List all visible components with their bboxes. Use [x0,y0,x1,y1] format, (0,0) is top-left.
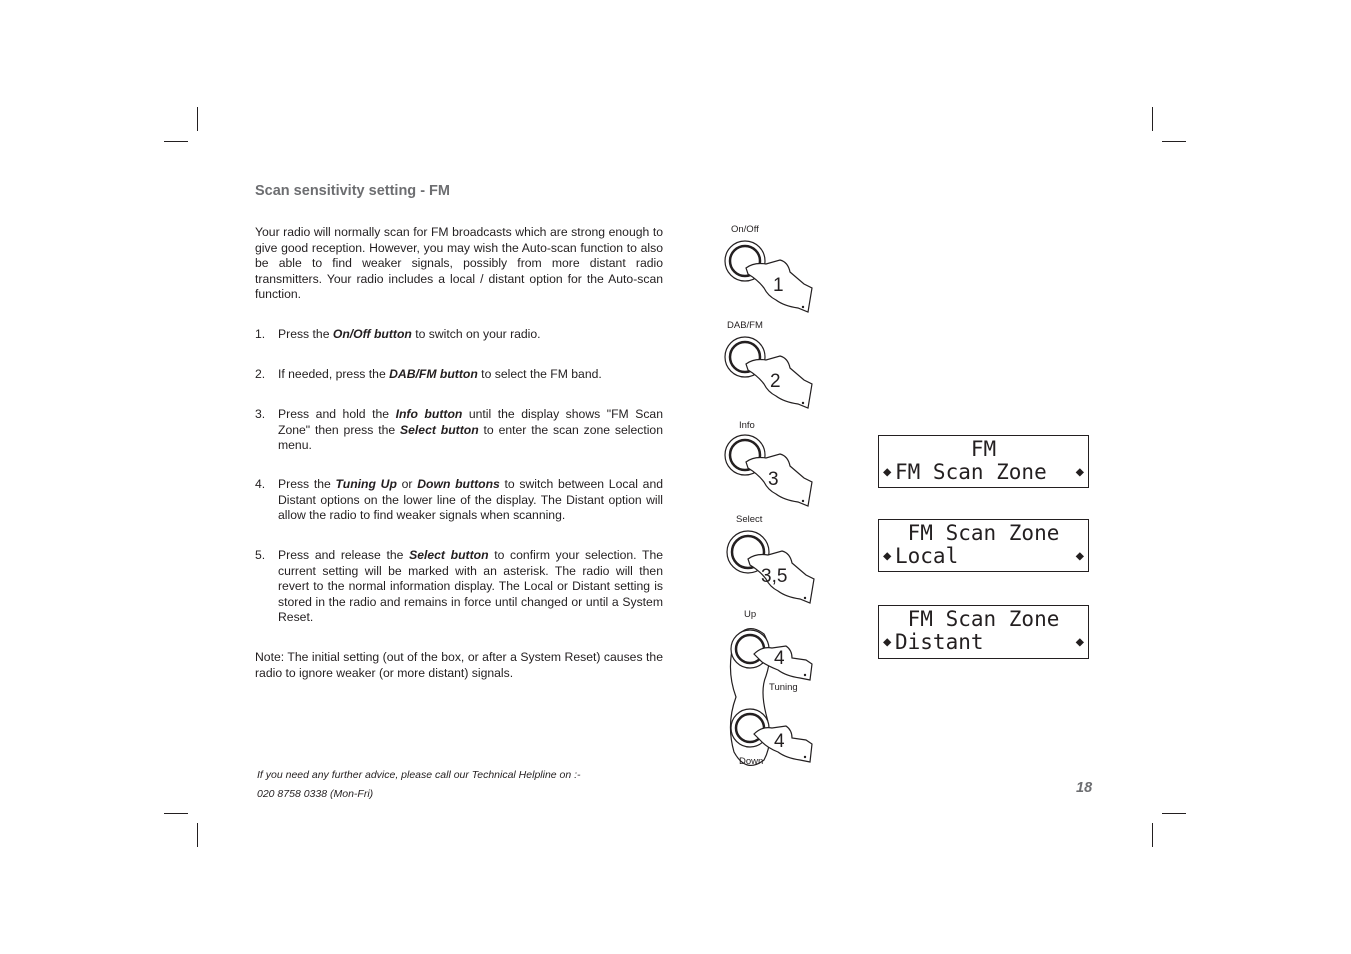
step-text [278,548,663,626]
lcd-line-2: Local [895,544,959,568]
pointing-hand-icon [746,454,812,506]
step-number: 2. [255,367,266,381]
step-text-part: to select the FM band. [477,367,602,381]
step-text-part: Press and release the [278,548,410,562]
select-button-label: Select [736,514,763,525]
page-number: 18 [1076,780,1093,796]
crop-mark [1152,823,1153,847]
step-text-part: If needed, press the [278,367,390,381]
lcd-display-fm-scan-zone [878,435,1089,488]
step-text [278,477,663,524]
step-emphasis: On/Off button [332,327,412,341]
lcd-line-1: FM Scan Zone [907,521,1060,545]
lcd-display-local [878,519,1089,572]
step-text-part: to switch between Local and Distant options on the lower line of the display. The Distant option will allow the radio to find weaker signals when scanning. [278,477,663,522]
step-5 [255,548,663,626]
left-arrow-icon: ◆ [883,464,892,480]
right-arrow-icon: ◆ [1075,548,1084,564]
step-number-badge: 3,5 [761,566,788,587]
step-3 [255,407,663,454]
step-text-part: to switch on your radio. [411,327,541,341]
dab-fm-button-label: DAB/FM [727,320,763,331]
step-text [278,367,663,383]
step-number: 1. [255,327,266,341]
section-title: Scan sensitivity setting - FM [255,183,450,199]
step-emphasis: Select button [400,422,479,437]
step-1 [255,327,663,343]
step-number: 5. [255,548,266,562]
lcd-line-1: FM Scan Zone [907,607,1060,631]
step-text [278,407,663,454]
step-emphasis: DAB/FM button [389,367,478,381]
step-number-badge: 2 [770,371,781,392]
step-text-part: to enter the scan zone selection menu. [278,422,663,452]
step-number-badge: 4 [774,731,785,752]
step-emphasis: Select button [409,548,489,562]
step-number-badge: 4 [774,648,785,669]
crop-mark [1162,141,1186,142]
right-arrow-icon: ◆ [1075,464,1084,480]
step-text-part: to confirm your selection. The current setting will be marked with an asterisk. The radio will then revert to the normal information display. The Local or Distant setting is stored in the radio and remains in force until changed or until a System Reset. [278,548,663,624]
lcd-line-1: FM [970,437,997,461]
tuning-down-label: Down [739,756,764,767]
crop-mark [197,823,198,847]
lcd-line-2: Distant [895,630,984,654]
crop-mark [1152,107,1153,131]
step-text-part: Press the [278,327,333,341]
intro-paragraph: Your radio will normally scan for FM broadcasts which are strong enough to give good reception. However, you may wish the Auto-scan function to also be able to find weaker signals, possibly from more distant radio transmitters. Your radio includes a local / distant option for the Auto-scan function. [255,225,663,301]
step-2 [255,367,663,383]
right-arrow-icon: ◆ [1075,634,1084,650]
tuning-label: Tuning [769,682,798,693]
helpline-number: 020 8758 0338 (Mon-Fri) [257,788,374,800]
on-off-button-label: On/Off [731,224,759,235]
step-emphasis: Tuning Up [335,477,397,491]
info-button-label: Info [739,420,755,431]
tuning-up-label: Up [744,609,757,620]
step-emphasis: Info button [395,407,463,421]
left-arrow-icon: ◆ [883,548,892,564]
step-text-part: until the display shows "FM Scan Zone" then press the [278,407,663,437]
step-number-badge: 1 [773,275,784,296]
lcd-line-2: FM Scan Zone [895,460,1047,484]
step-number: 3. [255,407,266,421]
step-text [278,327,663,343]
left-arrow-icon: ◆ [883,634,892,650]
lcd-display-distant [878,605,1089,659]
crop-mark [1162,813,1186,814]
step-4 [255,477,663,524]
helpline-text: If you need any further advice, please call our Technical Helpline on :- [257,769,581,781]
note-paragraph: Note: The initial setting (out of the box, or after a System Reset) causes the radio to ignore weaker (or more distant) signals. [255,650,663,680]
crop-mark [164,141,188,142]
crop-mark [164,813,188,814]
step-text-part: Press and hold the [278,407,396,421]
step-number: 4. [255,477,266,491]
step-text-part: Press the [278,477,336,491]
crop-mark [197,107,198,131]
step-emphasis: Down buttons [417,477,500,491]
step-text-part: or [396,477,418,491]
step-number-badge: 3 [768,469,779,490]
